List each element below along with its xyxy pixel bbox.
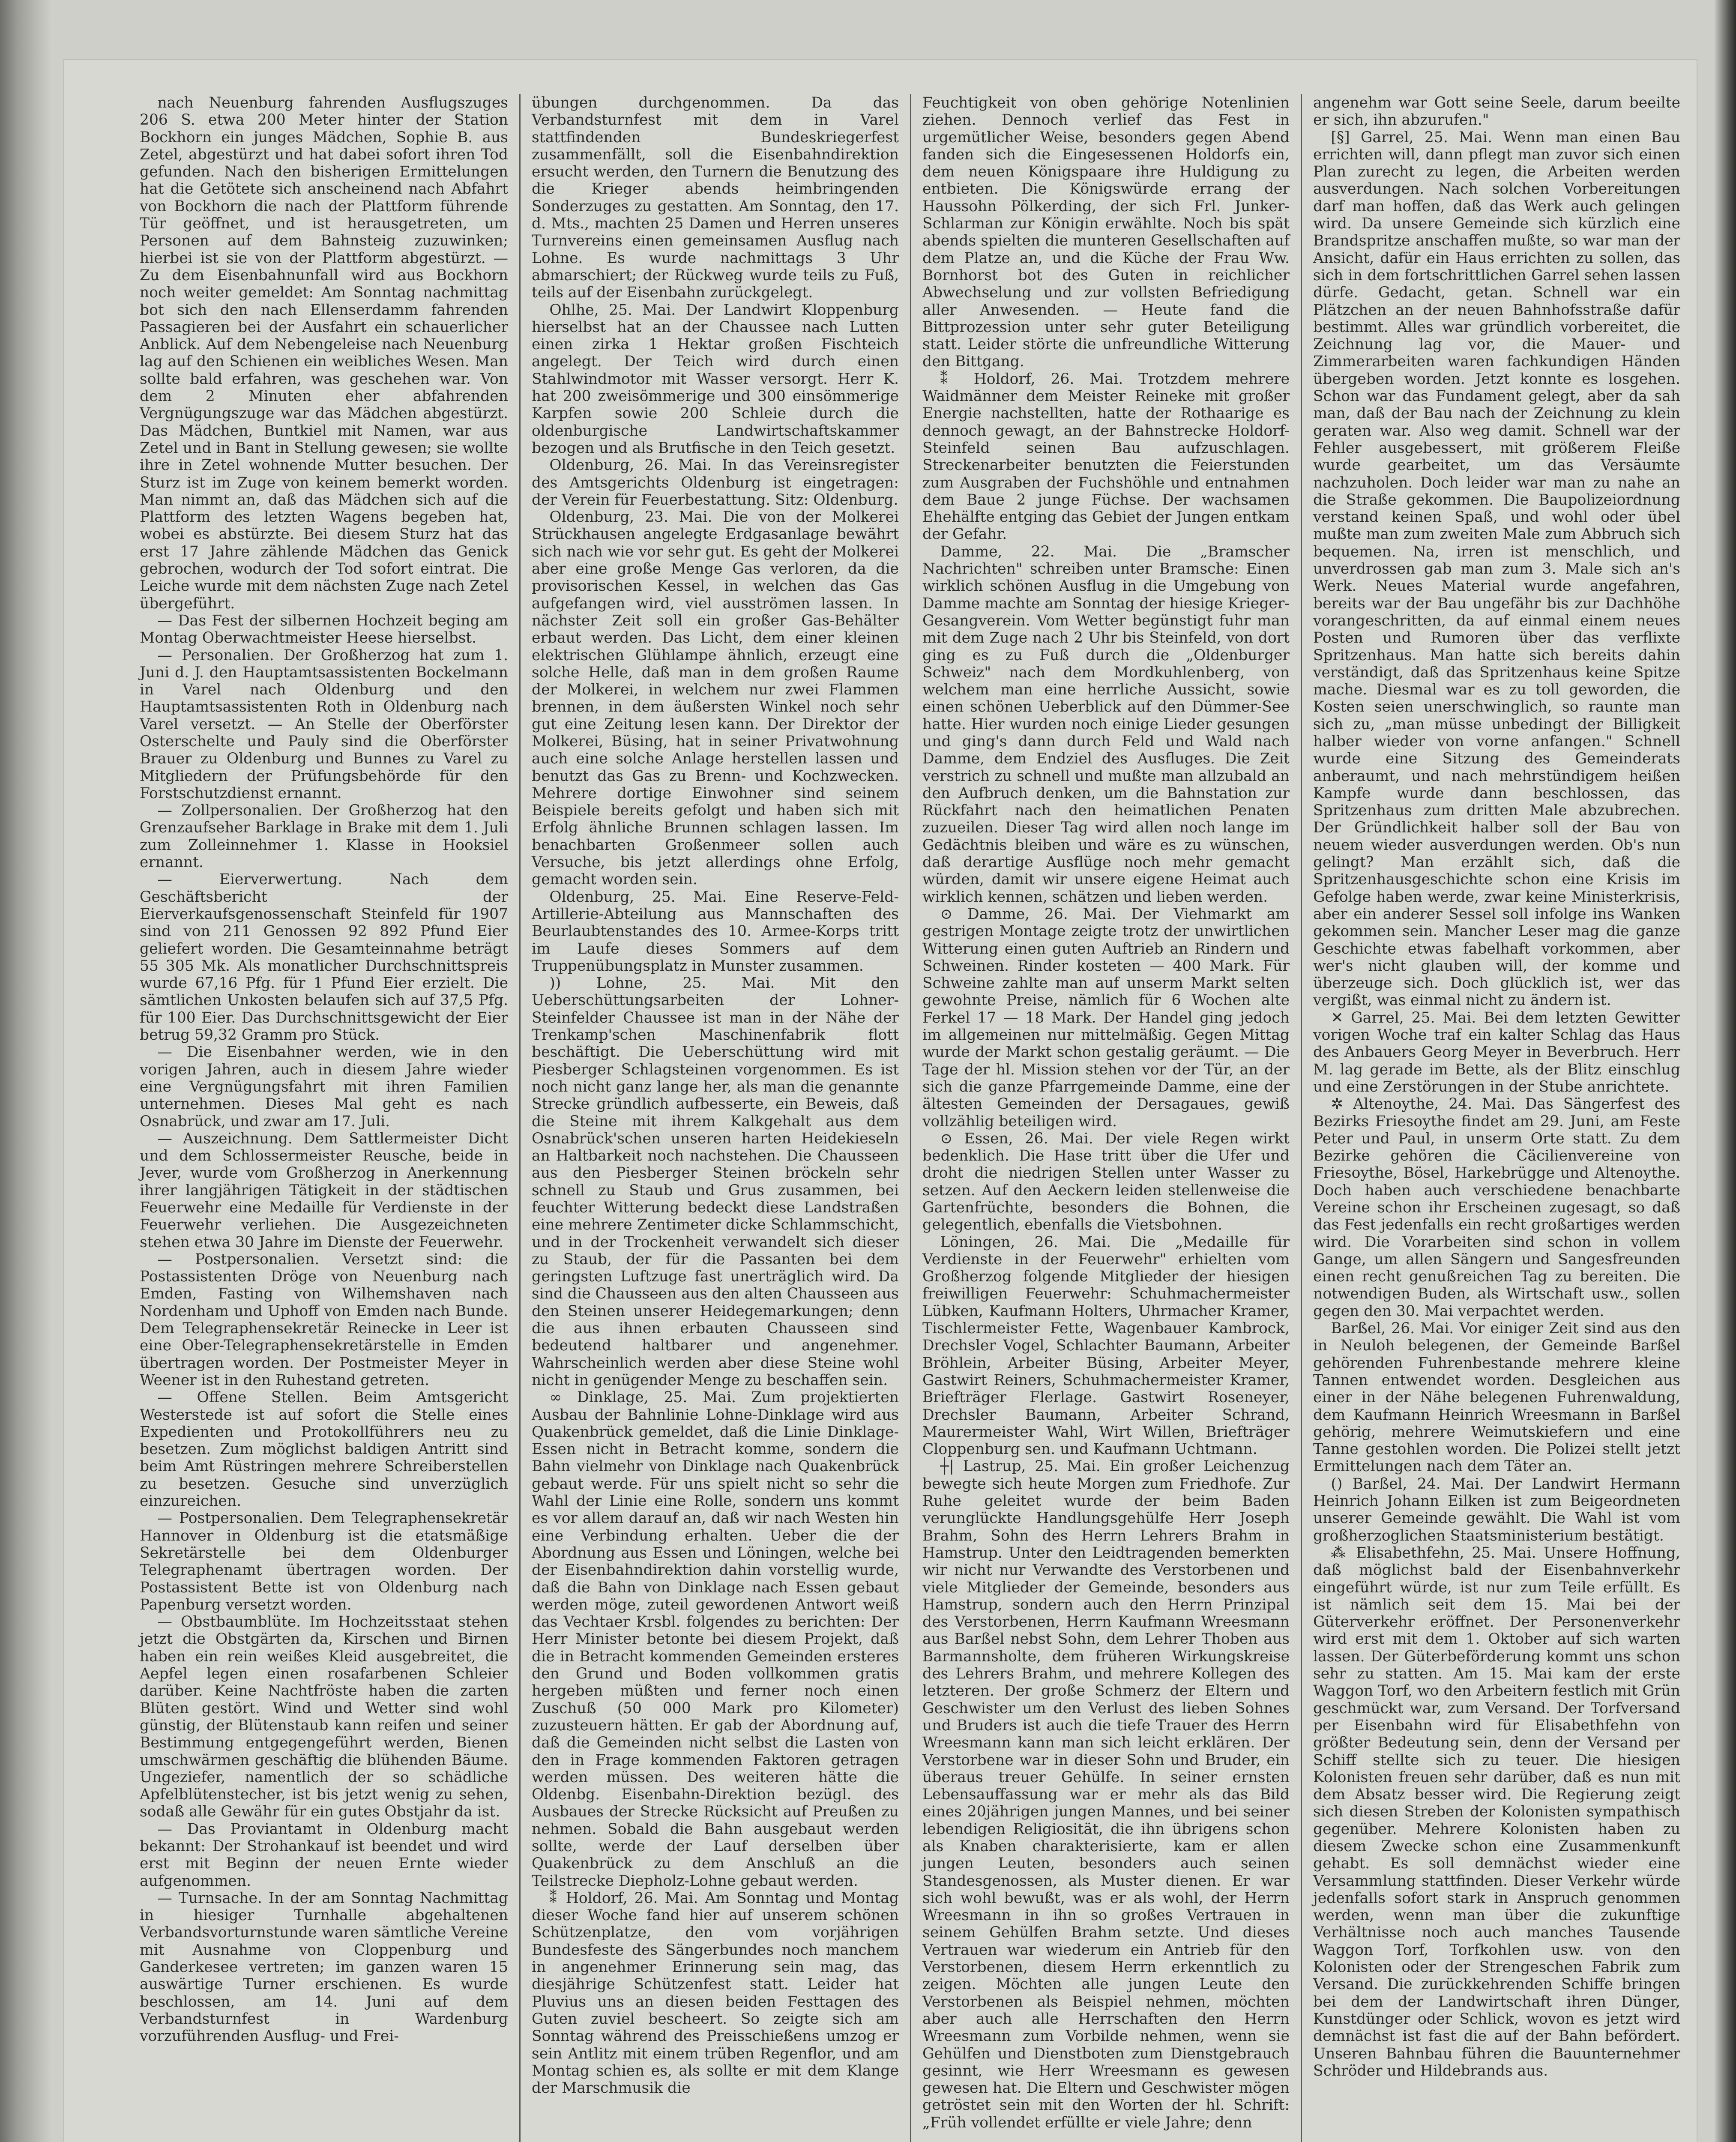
article-paragraph: ∞ Dinklage, 25. Mai. Zum projektierten Ausbau der Bahnlinie Lohne-Dinklage wird aus Quakenbrück gemeldet, daß die Linie Dinklage-Essen nicht in Betracht komme, sondern die Bahn vielmehr von Dinklage nach Quakenbrück gebaut werde. Für uns spielt nicht so sehr die Wahl der Linie eine Rolle, sondern uns kommt es vor allem darauf an, daß wir nach Westen hin eine Verbindung erhalten. Ueber die der Abordnung aus Essen und Löningen, welche bei der Eisenbahndirektion dahin vorstellig wurde, daß die Bahn von Dinklage nach Essen gebaut werden möge, zuteil gewordenen Antwort weiß das Vechtaer Krsbl. folgendes zu berichten: Der Herr Minister betonte bei diesem Projekt, daß die in Betracht kommenden Gemeinden ersteres den Grund und Boden vollkommen gratis hergeben müßten und ferner noch einen Zuschuß (50 000 Mark pro Kilometer) zuzusteuern hätten. Er gab der Abordnung auf, daß die Gemeinden nicht selbst die Lasten von den in Frage kommenden Faktoren getragen werden müssen. Des weiteren hätte die Oldenbg. Eisenbahn-Direktion bezügl. des Ausbaues der Strecke Rücksicht auf Preußen zu nehmen. Sobald die Bahn ausgebaut werden sollte, werde der Lauf derselben über Quakenbrück zu dem Anschluß an die Teilstrecke Diepholz-Lohne gebaut werden. xyxy=(532,1389,899,1890)
article-paragraph: () Barßel, 24. Mai. Der Landwirt Hermann Heinrich Johann Eilken ist zum Beigeordneten unserer Gemeinde gewählt. Die Wahl ist vom großherzoglichen Staatsministerium bestätigt. xyxy=(1313,1475,1680,1544)
article-paragraph: ⁂ Elisabethfehn, 25. Mai. Unsere Hoffnung, daß möglichst bald der Eisenbahnverkehr eingeführt würde, ist nur zum Teile erfüllt. Es ist nämlich seit dem 15. Mai bei der Güterverkehr eröffnet. Der Personenverkehr wird erst mit dem 1. Oktober auf sich warten lassen. Der Güterbeförderung kommt uns schon sehr zu statten. Am 15. Mai kam der erste Waggon Torf, wo den Arbeitern festlich mit Grün geschmückt war, zum Versand. Der Torfversand per Eisenbahn wird für Elisabethfehn von größter Bedeutung sein, denn der Versand per Schiff stellte sich zu teuer. Die hiesigen Kolonisten freuen sehr darüber, daß es nun mit dem Absatz besser wird. Die Regierung zeigt sich diesen Streben der Kolonisten sympathisch gegenüber. Mehrere Kolonisten haben zu diesem Zwecke schon eine Zusammenkunft gehabt. Es soll demnächst wieder eine Versammlung stattfinden. Dieser Verkehr würde jedenfalls sofort stark in Anspruch genommen werden, wenn man über die zukunftige Verhältnisse noch auch manches Tausende Waggon Torf, Torfkohlen usw. von den Kolonisten oder der Strengeschen Fabrik zum Versand. Die zurückkehrenden Schiffe bringen bei dem der Landwirtschaft ihren Dünger, Kunstdünger oder Schlick, wovon es jetzt wird demnächst ist fast die auf der Bahn befördert. Unseren Bahnbau führen die Bauunternehmer Schröder und Hildebrands aus. xyxy=(1313,1544,1680,2079)
article-paragraph: ✕ Garrel, 25. Mai. Bei dem letzten Gewitter vorigen Woche traf ein kalter Schlag das Haus des Anbauers Georg Meyer in Beverbruch. Herr M. lag gerade im Bette, als der Blitz einschlug und eine Zerstörungen in der Stube anrichtete. xyxy=(1313,1009,1680,1095)
article-paragraph: — Das Fest der silbernen Hochzeit beging am Montag Oberwachtmeister Heese hierselbst. xyxy=(140,612,508,647)
article-paragraph: — Obstbaumblüte. Im Hochzeitsstaat stehen jetzt die Obstgärten da, Kirschen und Birnen haben ein rein weißes Kleid ausgebreitet, die Aepfel legen einen rosafarbenen Schleier darüber. Keine Nachtfröste haben die zarten Blüten gestört. Wind und Wetter sind wohl günstig, der Blütenstaub kann reifen und seiner Bestimmung entgegengeführt werden, Bienen umschwärmen geschäftig die blühenden Bäume. Ungeziefer, namentlich der so schädliche Apfelblütenstecher, ist bis jetzt wenig zu sehen, sodaß alle Gewähr für ein gutes Obstjahr da ist. xyxy=(140,1613,508,1821)
article-paragraph: nach Neuenburg fahrenden Ausflugszuges 206 S. etwa 200 Meter hinter der Station Bockhorn ein junges Mädchen, Sophie B. aus Zetel, abgestürzt und hat dabei sofort ihren Tod gefunden. Nach den bisherigen Ermittelungen hat die Getötete sich anscheinend nach Abfahrt von Bockhorn die nach der Plattform führende Tür geöffnet, und ist herausgetreten, um Personen auf dem Bahnsteig zuzuwinken; hierbei ist sie von der Plattform abgestürzt. — Zu dem Eisenbahnunfall wird aus Bockhorn noch weiter gemeldet: Am Sonntag nachmittag bot sich den nach Ellenserdamm fahrenden Passagieren bei der Ausfahrt ein schauerlicher Anblick. Auf dem Nebengeleise nach Neuenburg lag auf den Schienen ein weibliches Wesen. Man sollte bald erfahren, was geschehen war. Von dem 2 Minuten eher abfahrenden Vergnügungszuge war das Mädchen abgestürzt. Das Mädchen, Buntkiel mit Namen, war aus Zetel und in Bant in Stellung gewesen; sie wollte ihre in Zetel wohnende Mutter besuchen. Der Sturz ist im Zuge von keinem bemerkt worden. Man nimmt an, daß das Mädchen sich auf die Plattform des letzten Wagens begeben hat, wobei es abstürzte. Bei diesem Sturz hat das erst 17 Jahre zählende Mädchen das Genick gebrochen, wodurch der Tod sofort eintrat. Die Leiche wurde mit dem nächsten Zuge nach Zetel übergeführt. xyxy=(140,94,508,612)
scan-left-edge xyxy=(0,0,51,2142)
article-paragraph: — Turnsache. In der am Sonntag Nachmittag in hiesiger Turnhalle abgehaltenen Verbandsvorturnstunde waren sämtliche Vereine mit Ausnahme von Cloppenburg und Ganderkesee vertreten; im ganzen waren 15 auswärtige Turner erschienen. Es wurde beschlossen, am 14. Juni auf dem Verbandsturnfest in Wardenburg vorzuführenden Ausflug- und Frei- xyxy=(140,1889,508,2045)
article-paragraph: übungen durchgenommen. Da das Verbandsturnfest mit dem in Varel stattfindenden Bundeskriegerfest zusammenfällt, soll die Eisenbahndirektion ersucht werden, den Turnern die Benutzung des die Krieger abends heimbringenden Sonderzuges zu gestatten. Am Sonntag, den 17. d. Mts., machten 25 Damen und Herren unseres Turnvereins einen gemeinsamen Ausflug nach Lohne. Es wurde nachmittags 3 Uhr abmarschiert; der Rückweg wurde teils zu Fuß, teils auf der Eisenbahn zurückgelegt. xyxy=(532,94,899,302)
article-paragraph: ⊙ Damme, 26. Mai. Der Viehmarkt am gestrigen Montage zeigte trotz der unwirtlichen Witterung einen guten Auftrieb an Rindern und Schweinen. Rinder kosteten — 400 Mark. Für Schweine zahlte man auf unserm Markt selten gewohnte Preise, nämlich für 6 Wochen alte Ferkel 17 — 18 Mark. Der Handel ging jedoch im allgemeinen nur mittelmäßig. Gegen Mittag wurde der Markt schon gestalig geräumt. — Die Tage der hl. Mission stehen vor der Tür, an der sich die ganze Pfarrgemeinde Damme, eine der ältesten Gemeinden der Dersagaues, gewiß vollzählig beteiligen wird. xyxy=(922,905,1290,1130)
article-paragraph: ⊙ Essen, 26. Mai. Der viele Regen wirkt bedenklich. Die Hase tritt über die Ufer und droht die niedrigen Stellen unter Wasser zu setzen. Auf den Aeckern leiden stellenweise die Gartenfrüchte, besonders die Bohnen, die gelegentlich, ebenfalls die Vietsbohnen. xyxy=(922,1130,1290,1234)
article-paragraph: [§] Garrel, 25. Mai. Wenn man einen Bau errichten will, dann pflegt man zuvor sich einen Plan zurecht zu legen, die Arbeiten werden ausverdungen. Nach solchen Vorbereitungen darf man hoffen, daß das Werk auch gelingen wird. Da unsere Gemeinde sich kürzlich eine Brandspritze anschaffen mußte, so war man der Ansicht, dafür ein Haus errichten zu sollen, das sich in dem fortschrittlichen Garrel sehen lassen dürfe. Gedacht, getan. Schnell war ein Plätzchen an der neuen Bahnhofsstraße dafür bestimmt. Alles war gründlich vorbereitet, die Zeichnung lag vor, die Mauer- und Zimmerarbeiten waren fachkundigen Händen übergeben worden. Jetzt konnte es losgehen. Schon war das Fundament gelegt, aber da sah man, daß der Bau nach der Zeichnung zu klein geraten war. Also weg damit. Schnell war der Fehler ausgebessert, mit größerem Fleiße wurde gearbeitet, um das Versäumte nachzuholen. Doch leider war man zu nahe an die Straße gekommen. Die Baupolizeiordnung verstand keinen Spaß, und wohl oder übel mußte man zum zweiten Male zum Abbruch sich bequemen. Na, irren ist menschlich, und unverdrossen gab man zum 3. Male sich an's Werk. Neues Material wurde angefahren, bereits war der Bau ungefähr bis zur Dachhöhe vorangeschritten, da auf einmal einem neues Posten und Rumoren über das verflixte Spritzenhaus. Man hatte sich bereits dahin verständigt, daß das Spritzenhaus keine Spitze mache. Diesmal war es zu toll geworden, die Kosten seien unerschwinglich, so raunte man sich zu, „man müsse unbedingt der Billigkeit halber wieder von vorne anfangen." Schnell wurde eine Sitzung des Gemeinderats anberaumt, und nach mehrstündigem heißen Kampfe wurde dann beschlossen, das Spritzenhaus zum dritten Male abzubrechen. Der Gründlichkeit halber soll der Bau von neuem wieder ausverdungen werden. Ob's nun gelingt? Man erzählt sich, daß die Spritzenhausgeschichte schon eine Krisis im Gefolge haben werde, zwar keine Ministerkrisis, aber ein anderer Sessel soll infolge ins Wanken gekommen sein. Mancher Leser mag die ganze Geschichte etwas fabelhaft vorkommen, aber wer's nicht glauben will, der komme und überzeuge sich. Doch glücklich ist, wer das vergißt, was einmal nicht zu ändern ist. xyxy=(1313,129,1680,1009)
article-paragraph: ┼| Lastrup, 25. Mai. Ein großer Leichenzug bewegte sich heute Morgen zum Friedhofe. Zur Ruhe geleitet wurde der beim Baden verunglückte Handlungsgehülfe Herr Joseph Brahm, Sohn des Herrn Lehrers Brahm in Hamstrup. Unter den Leidtragenden bemerkten wir nicht nur Verwandte des Verstorbenen und viele Mitglieder der Gemeinde, besonders aus Hamstrup, sondern auch den Herrn Prinzipal des Verstorbenen, Herrn Kaufmann Wreesmann aus Barßel nebst Sohn, dem Lehrer Thoben aus Barmannsholte, dem früheren Wirkungskreise des Lehrers Brahm, und mehrere Kollegen des letzteren. Der große Schmerz der Eltern und Geschwister um den Verlust des lieben Sohnes und Bruders ist auch die tiefe Trauer des Herrn Wreesmann kann man sich leicht erklären. Der Verstorbene war in dieser Sohn und Bruder, ein überaus treuer Gehülfe. In seiner ernsten Lebensauffassung war er mehr als das Bild eines 20jährigen jungen Mannes, und bei seiner lebendigen Religiosität, die ihn übrigens schon als Knaben charakterisierte, kam er allen jungen Leuten, besonders auch seinen Standesgenossen, als Muster dienen. Er war sich wohl bewußt, was er als wohl, der Herrn Wreesmann in ihn so großes Vertrauen in seinem Gehülfen Brahm setzte. Und dieses Vertrauen war wiederum ein Antrieb für den Verstorbenen, diesem Herrn erkenntlich zu zeigen. Möchten alle jungen Leute den Verstorbenen als Beispiel nehmen, möchten aber auch alle Herrschaften den Herrn Wreesmann zum Vorbilde nehmen, wenn sie Gehülfen und Dienstboten zum Dienstgebrauch gesinnt, wie Herr Wreesmann es gewesen gewesen hat. Die Eltern und Geschwister mögen getröstet sein mit den Worten der hl. Schrift: „Früh vollendet erfüllte er viele Jahre; denn xyxy=(922,1458,1290,2131)
text-columns xyxy=(129,94,1692,2142)
scan-right-edge xyxy=(1715,0,1736,2142)
article-paragraph: — Zollpersonalien. Der Großherzog hat den Grenzaufseher Barklage in Brake mit dem 1. Juli zum Zolleinnehmer 1. Klasse in Hooksiel ernannt. xyxy=(140,802,508,871)
article-paragraph: — Offene Stellen. Beim Amtsgericht Westerstede ist auf sofort die Stelle eines Expedienten und Protokollführers neu zu besetzen. Zum möglichst baldigen Antritt sind beim Amt Rüstringen mehrere Schreiberstellen zu besetzen. Gesuche sind unverzüglich einzureichen. xyxy=(140,1389,508,1510)
article-paragraph: Ohlhe, 25. Mai. Der Landwirt Kloppenburg hierselbst hat an der Chaussee nach Lutten einen zirka 1 Hektar großen Fischteich angelegt. Der Teich wird durch einen Stahlwindmotor mit Wasser versorgt. Herr K. hat 200 zweisömmerige und 300 einsömmerige Karpfen sowie 200 Schleie durch die oldenburgische Landwirtschaftskammer bezogen und als Brutfische in den Teich gesetzt. xyxy=(532,301,899,457)
column-3 xyxy=(910,94,1301,2142)
column-4 xyxy=(1301,94,1691,2142)
article-paragraph: — Postpersonalien. Dem Telegraphensekretär Hannover in Oldenburg ist die etatsmäßige Sekretärstelle bei dem Oldenburger Telegraphenamt übertragen worden. Der Postassistent Bette ist von Oldenburg nach Papenburg versetzt worden. xyxy=(140,1510,508,1613)
article-paragraph: Oldenburg, 25. Mai. Eine Reserve-Feld-Artillerie-Abteilung aus Mannschaften des Beurlaubtenstandes des 10. Armee-Korps tritt im Laufe dieses Sommers auf dem Truppenübungsplatz in Munster zusammen. xyxy=(532,888,899,975)
article-paragraph: Damme, 22. Mai. Die „Bramscher Nachrichten" schreiben unter Bramsche: Einen wirklich schönen Ausflug in die Umgebung von Damme machte am Sonntag der hiesige Krieger-Gesangverein. Vom Wetter begünstigt fuhr man mit dem Zuge nach 2 Uhr bis Steinfeld, von dort ging es zu Fuß durch die „Oldenburger Schweiz" nach dem Mordkuhlenberg, von welchem man eine herrliche Aussicht, sowie einen schönen Ueberblick auf den Dümmer-See hatte. Hier wurden noch einige Lieder gesungen und ging's dann durch Feld und Wald nach Damme, dem Endziel des Ausfluges. Die Zeit verstrich zu schnell und mußte man allzubald an den Aufbruch denken, um die Bahnstation zur Rückfahrt nach den heimatlichen Penaten zuzueilen. Dieser Tag wird allen noch lange im Gedächtnis bleiben und wäre es zu wünschen, daß derartige Ausflüge noch mehr gemacht würden, damit wir unsere eigene Heimat auch wirklich kennen, schätzen und lieben werden. xyxy=(922,543,1290,906)
newspaper-page xyxy=(64,60,1697,2142)
article-paragraph: ⁑ Holdorf, 26. Mai. Trotzdem mehrere Waidmänner dem Meister Reineke mit großer Energie nachstellten, hatte der Rothaarige es dennoch gewagt, an der Bahnstrecke Holdorf-Steinfeld seinen Bau aufzuschlagen. Streckenarbeiter benutzten die Feierstunden zum Ausgraben der Fuchshöhle und entnahmen dem Baue 2 junge Füchse. Der wachsamen Ehehälfte entging das Gebiet der Jungen entkam der Gefahr. xyxy=(922,370,1290,543)
article-paragraph: Oldenburg, 26. Mai. In das Vereinsregister des Amtsgerichts Oldenburg ist eingetragen: der Verein für Feuerbestattung. Sitz: Oldenburg. xyxy=(532,457,899,509)
article-paragraph: Löningen, 26. Mai. Die „Medaille für Verdienste in der Feuerwehr" erhielten vom Großherzog folgende Mitglieder der hiesigen freiwilligen Feuerwehr: Schuhmachermeister Lübken, Kaufmann Holters, Uhrmacher Kramer, Tischlermeister Fette, Wagenbauer Kambrock, Drechsler Vogel, Schlachter Baumann, Arbeiter Bröhlein, Arbeiter Büsing, Arbeiter Meyer, Gastwirt Reiners, Schuhmachermeister Kramer, Briefträger Flerlage. Gastwirt Roseneyer, Drechsler Baumann, Arbeiter Schrand, Maurermeister Wahl, Wirt Willen, Briefträger Cloppenburg sen. und Kaufmann Uchtmann. xyxy=(922,1233,1290,1458)
column-1 xyxy=(129,94,519,2142)
article-paragraph: ⁑ Holdorf, 26. Mai. Am Sonntag und Montag dieser Woche fand hier auf unserem schönen Schützenplatze, den vom vorjährigen Bundesfeste des Sängerbundes noch manchem in angenehmer Erinnerung sein mag, das diesjährige Schützenfest statt. Leider hat Pluvius uns an diesen beiden Festtagen des Guten zuviel bescheert. So zeigte sich am Sonntag während des Preisschießens umzog er sein Antlitz mit einem trüben Regenflor, und am Montag schien es, als sollte er mit dem Klange der Marschmusik die xyxy=(532,1889,899,2097)
article-paragraph: angenehm war Gott seine Seele, darum beeilte er sich, ihn abzurufen." xyxy=(1313,94,1680,129)
article-paragraph: )) Lohne, 25. Mai. Mit den Ueberschüttungsarbeiten der Lohner-Steinfelder Chaussee ist man in der Nähe der Trenkamp'schen Maschinenfabrik flott beschäftigt. Die Ueberschüttung wird mit Piesberger Schlagsteinen vorgenommen. Es ist noch nicht ganz lange her, als man die genannte Strecke gründlich aufbesserte, ein Beweis, daß die Steine mit ihrem Kalkgehalt aus dem Osnabrück'schen unseren harten Heidekieseln an Haltbarkeit noch nachstehen. Die Chausseen aus den Piesberger Steinen bröckeln sehr schnell zu Staub und Grus zusammen, bei feuchter Witterung bedeckt diese Landstraßen eine mehrere Zentimeter dicke Schlammschicht, und in der Trockenheit verwandelt sich dieser zu Staub, der für die Passanten bei dem geringsten Luftzuge fast unerträglich wird. Da sind die Chausseen aus den alten Chausseen aus den Steinen unserer Heidegemarkungen; denn die aus ihnen erbauten Chausseen sind bedeutend haltbarer und angenehmer. Wahrscheinlich werden aber diese Steine wohl nicht in genügender Menge zu beschaffen sein. xyxy=(532,975,899,1389)
article-paragraph: Oldenburg, 23. Mai. Die von der Molkerei Strückhausen angelegte Erdgasanlage bewährt sich nach wie vor sehr gut. Es geht der Molkerei aber eine große Menge Gas verloren, da die provisorischen Kessel, in welchen das Gas aufgefangen wird, viel ausströmen lassen. In nächster Zeit soll ein großer Gas-Behälter erbaut werden. Das Licht, dem einer kleinen elektrischen Glühlampe ähnlich, erzeugt eine solche Helle, daß man in dem großen Raume der Molkerei, in welchem nur zwei Flammen brennen, in dem äußersten Winkel noch sehr gut eine Zeitung lesen kann. Der Direktor der Molkerei, Büsing, hat in seiner Privatwohnung auch eine solche Anlage herstellen lassen und benutzt das Gas zu Brenn- und Kochzwecken. Mehrere dortige Einwohner sind seinem Beispiele bereits gefolgt und haben sich mit Erfolg ähnliche Brunnen schlagen lassen. Im benachbarten Großenmeer sollen auch Versuche, bis jetzt allerdings ohne Erfolg, gemacht worden sein. xyxy=(532,509,899,889)
article-paragraph: Barßel, 26. Mai. Vor einiger Zeit sind aus den in Neuloh belegenen, der Gemeinde Barßel gehörenden Fuhrenbestande mehrere kleine Tannen entwendet worden. Desgleichen aus einer in der Nähe belegenen Fuhrenwaldung, dem Kaufmann Heinrich Wreesmann in Barßel gehörig, mehrere Weimutskiefern und eine Tanne gestohlen worden. Die Polizei stellt jetzt Ermittelungen nach dem Täter an. xyxy=(1313,1320,1680,1475)
article-paragraph: — Personalien. Der Großherzog hat zum 1. Juni d. J. den Hauptamtsassistenten Bockelmann in Varel nach Oldenburg und den Hauptamtsassistenten Roth in Oldenburg nach Varel versetzt. — An Stelle der Oberförster Osterschelte und Pauly sind die Oberförster Brauer zu Oldenburg und Bunnes zu Varel zu Mitgliedern der Prüfungsbehörde für den Forstschutzdienst ernannt. xyxy=(140,646,508,802)
article-paragraph: — Das Proviantamt in Oldenburg macht bekannt: Der Strohankauf ist beendet und wird erst mit Beginn der neuen Ernte wieder aufgenommen. xyxy=(140,1820,508,1890)
article-paragraph: ✲ Altenoythe, 24. Mai. Das Sängerfest des Bezirks Friesoythe findet am 29. Juni, am Feste Peter und Paul, in unserm Orte statt. Zu dem Bezirke gehören die Cäcilienvereine von Friesoythe, Bösel, Harkebrügge und Altenoythe. Doch haben auch verschiedene benachbarte Vereine schon ihr Erscheinen zugesagt, so daß das Fest jedenfalls ein recht großartiges werden wird. Die Vorarbeiten sind schon in vollem Gange, um allen Sängern und Sangesfreunden einen recht genußreichen Tag zu bereiten. Die notwendigen Buden, als Wirtschaft usw., sollen gegen den 30. Mai verpachtet werden. xyxy=(1313,1095,1680,1320)
article-paragraph: — Auszeichnung. Dem Sattlermeister Dicht und dem Schlossermeister Reusche, beide in Jever, wurde vom Großherzog in Anerkennung ihrer langjährigen Tätigkeit in der städtischen Feuerwehr eine Medaille für Verdienste in der Feuerwehr verliehen. Die Ausgezeichneten stehen etwa 30 Jahre im Dienste der Feuerwehr. xyxy=(140,1130,508,1251)
article-paragraph: — Postpersonalien. Versetzt sind: die Postassistenten Dröge von Neuenburg nach Emden, Fasting von Wilhemshaven nach Nordenham und Uphoff von Emden nach Bunde. Dem Telegraphensekretär Reinecke in Leer ist eine Ober-Telegraphensekretärstelle in Emden übertragen worden. Der Postmeister Meyer in Weener ist in den Ruhestand getreten. xyxy=(140,1250,508,1389)
article-paragraph: Feuchtigkeit von oben gehörige Notenlinien ziehen. Dennoch verlief das Fest in urgemütlicher Weise, besonders gegen Abend fanden sich die Eingesessenen Holdorfs ein, dem neuen Königspaare ihre Huldigung zu entbieten. Die Königswürde errang der Haussohn Pölkerding, der sich Frl. Junker-Schlarman zur Königin erwählte. Noch bis spät abends spielten die munteren Gesellschaften auf dem Platze an, und die Küche der Frau Ww. Bornhorst bot des Guten in reichlicher Abwechselung und zur vollsten Befriedigung aller Anwesenden. — Heute fand die Bittprozession unter sehr guter Beteiligung statt. Leider störte die unfreundliche Witterung den Bittgang. xyxy=(922,94,1290,371)
article-paragraph: — Die Eisenbahner werden, wie in den vorigen Jahren, auch in diesem Jahre wieder eine Vergnügungsfahrt mit ihren Familien unternehmen. Dieses Mal geht es nach Osnabrück, und zwar am 17. Juli. xyxy=(140,1044,508,1130)
column-2 xyxy=(519,94,910,2142)
article-paragraph: — Eierverwertung. Nach dem Geschäftsbericht der Eierverkaufsgenossenschaft Steinfeld für 1907 sind von 211 Genossen 92 892 Pfund Eier geliefert worden. Die Gesamteinnahme beträgt 55 305 Mk. Als monatlicher Durchschnittspreis wurde 67,16 Pfg. für 1 Pfund Eier erzielt. Die sämtlichen Unkosten belaufen sich auf 37,5 Pfg. für 100 Eier. Das Durchschnittsgewicht der Eier betrug 59,32 Gramm pro Stück. xyxy=(140,871,508,1044)
